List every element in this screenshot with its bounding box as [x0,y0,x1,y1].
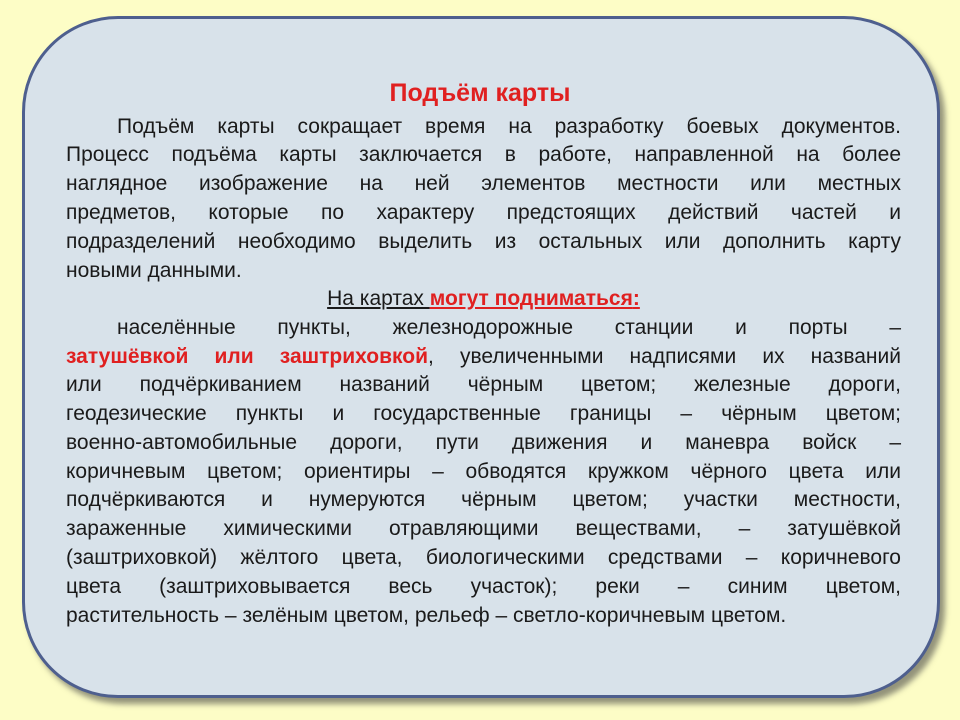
paragraph1-line: предметов, которые по характеру предстоящих действий частей и [66,201,901,224]
paragraph2-line [66,343,901,371]
paragraph2-line: растительность – зелёным цветом, рельеф – светло-коричневым цветом. [66,604,787,627]
subheading-prefix: На картах [327,287,430,310]
paragraph1-line: подразделений необходимо выделить из остальных или дополнить карту [66,230,901,253]
slide-title: Подъём карты [389,79,571,107]
paragraph1-line: новыми данными. [66,259,242,282]
highlight-text: затушёвкой или заштриховкой [66,345,429,368]
subheading [66,285,901,313]
paragraph2-line: цвета (заштриховывается весь участок); реки – синим цветом, [66,575,901,598]
paragraph2-line: военно-автомобильные дороги, пути движения и маневра войск – [66,431,901,454]
paragraph2-line: подчёркиваются и нумеруются чёрным цветом; участки местности, [66,488,901,511]
paragraph1-line: Процесс подъёма карты заключается в работе, направленной на более [66,143,901,166]
paragraph2-line: или подчёркиванием названий чёрным цветом; железные дороги, [66,373,901,396]
paragraph1-line: Подъём карты сокращает время на разработку боевых документов. [117,115,901,138]
subheading-suffix: : [632,287,640,310]
subheading-highlight: могут подниматься [429,287,633,310]
paragraph2-line-rest: , увеличенными надписями их названий [428,345,901,368]
paragraph2-line: коричневым цветом; ориентиры – обводятся кружком чёрного цвета или [66,460,901,483]
paragraph2-line: (заштриховкой) жёлтого цвета, биологическими средствами – коричневого [66,546,901,569]
paragraph1-line: наглядное изображение на ней элементов местности или местных [66,172,901,195]
paragraph2-line: зараженные химическими отравляющими веществами, – затушёвкой [66,517,901,540]
paragraph2-line: населённые пункты, железнодорожные станции и порты – [117,316,901,339]
paragraph2-line: геодезические пункты и государственные границы – чёрным цветом; [66,402,901,425]
